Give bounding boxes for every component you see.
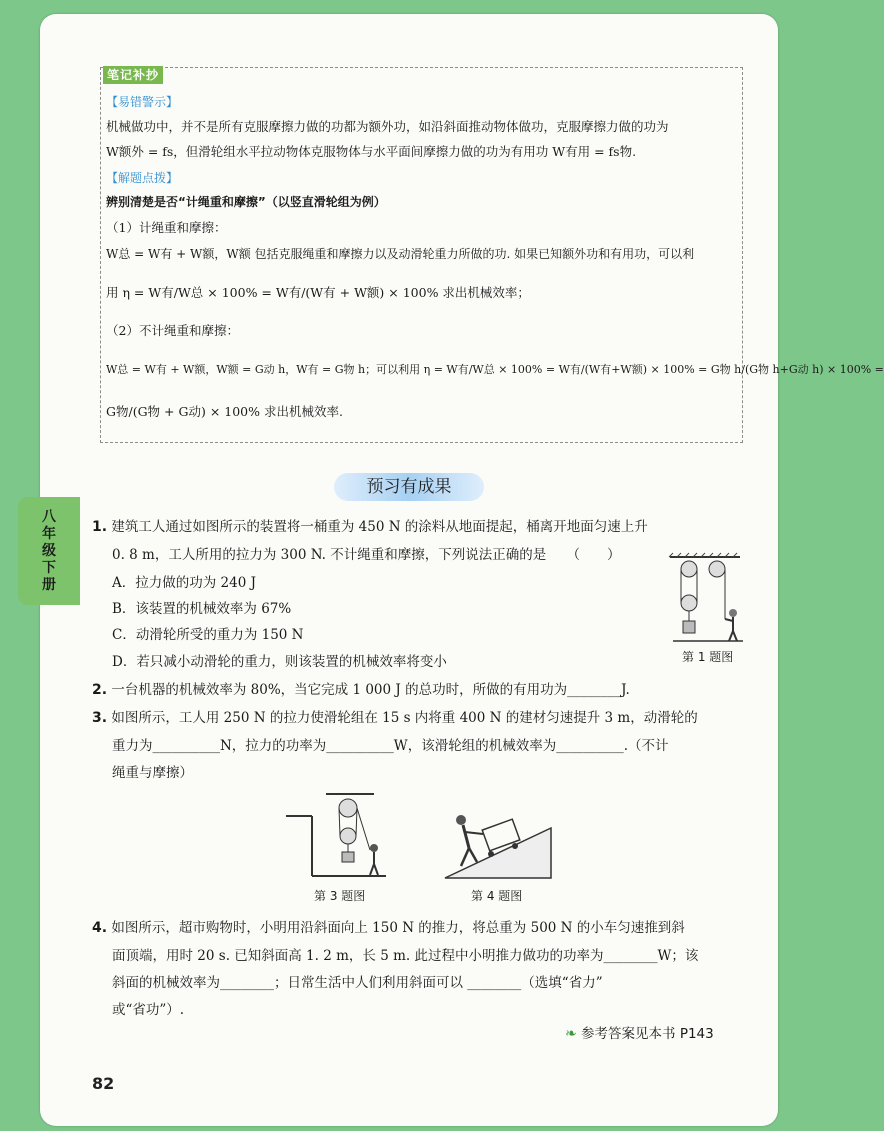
note-line-1: 机械做功中，并不是所有克服摩擦力做的功都为额外功，如沿斜面推动物体做功，克服摩擦力做的功为 xyxy=(106,119,669,134)
q1-option-b: B．该装置的机械效率为 67% xyxy=(112,601,292,617)
grade-tab xyxy=(18,497,80,605)
note-line-6: 用 η = W有/W总 × 100% = W有/(W有 + W额) × 100% 求出机械效率； xyxy=(106,285,530,300)
incline-cart-figure-4 xyxy=(443,810,553,880)
q1-option-c: C．动滑轮所受的重力为 150 N xyxy=(112,627,304,643)
q1-number: 1. xyxy=(92,519,108,535)
page-number: 82 xyxy=(92,1074,115,1093)
tab-char: 八 xyxy=(42,508,56,525)
q4-line-1: 4. 如图所示，超市购物时，小明用沿斜面向上 150 N 的推力，将总重为 500 N 的小车匀速推到斜 xyxy=(92,920,685,936)
q3-number: 3. xyxy=(92,710,108,726)
q3-line-2: 重力为__________N，拉力的功率为__________W，该滑轮组的机械效率为__________.（不计 xyxy=(112,738,669,754)
solution-tips-heading: 【解题点拨】 xyxy=(106,171,179,185)
pulley-figure-3 xyxy=(286,790,391,880)
tab-char: 下 xyxy=(42,559,56,576)
q1-option-d: D．若只减小动滑轮的重力，则该装置的机械效率将变小 xyxy=(112,654,447,670)
tab-char: 级 xyxy=(42,542,56,559)
note-line-8: W总 = W有 + W额，W额 = G动 h，W有 = G物 h；可以利用 η = W有/W总 × 100% = W有/(W有+W额) × 100% = G物 h/(G物 h+G动 h) × 100% = xyxy=(106,363,884,376)
q4-line-3: 斜面的机械效率为________；日常生活中人们利用斜面可以 ________（选填“省力” xyxy=(112,975,603,991)
q4-number: 4. xyxy=(92,920,108,936)
q1-line-2: 0. 8 m，工人所用的拉力为 300 N. 不计绳重和摩擦，下列说法正确的是 （ ） xyxy=(112,547,621,563)
note-line-7: （2）不计绳重和摩擦： xyxy=(106,323,239,338)
q4-line-2: 面顶端，用时 20 s. 已知斜面高 1. 2 m，长 5 m. 此过程中小明推力做功的功率为________W；该 xyxy=(112,948,699,964)
answer-reference: ❧ 参考答案见本书 P143 xyxy=(565,1026,714,1042)
q3-line-1: 3. 如图所示，工人用 250 N 的拉力使滑轮组在 15 s 内将重 400 N 的建材匀速提升 3 m，动滑轮的 xyxy=(92,710,698,726)
note-line-9: G物/(G物 + G动) × 100% 求出机械效率. xyxy=(106,404,343,419)
q2-number: 2. xyxy=(92,682,108,698)
note-line-2: W额外 = fs，但滑轮组水平拉动物体克服物体与水平面间摩擦力做的功为有用功 W有用 = fs物. xyxy=(106,144,637,159)
tab-char: 册 xyxy=(42,576,56,593)
notes-title: 笔记补抄 xyxy=(103,66,163,84)
note-line-5: W总 = W有 + W额，W额 包括克服绳重和摩擦力以及动滑轮重力所做的功. 如果已知额外功和有用功，可以利 xyxy=(106,247,695,261)
q3-line-3: 绳重与摩擦） xyxy=(112,765,193,781)
q1-option-a: A．拉力做的功为 240 J xyxy=(112,575,257,591)
q4-line-4: 或“省功”）. xyxy=(112,1002,185,1018)
q1-figure-caption: 第 1 题图 xyxy=(682,650,734,664)
note-line-4: （1）计绳重和摩擦： xyxy=(106,220,227,235)
mistake-warning-heading: 【易错警示】 xyxy=(106,95,179,109)
section-banner: 预习有成果 xyxy=(334,473,484,501)
q1-line-1: 1. 建筑工人通过如图所示的装置将一桶重为 450 N 的涂料从地面提起，桶离开地面匀速上升 xyxy=(92,519,648,535)
tab-char: 年 xyxy=(42,525,56,542)
leaf-icon: ❧ xyxy=(565,1026,577,1042)
note-line-3: 辨别清楚是否“计绳重和摩擦”（以竖直滑轮组为例） xyxy=(106,195,386,209)
pulley-figure-1 xyxy=(665,553,745,643)
q2-line: 2. 一台机器的机械效率为 80%，当它完成 1 000 J 的总功时，所做的有用功为________J. xyxy=(92,682,630,698)
q3-figure-caption: 第 3 题图 xyxy=(314,889,366,903)
q4-figure-caption: 第 4 题图 xyxy=(471,889,523,903)
